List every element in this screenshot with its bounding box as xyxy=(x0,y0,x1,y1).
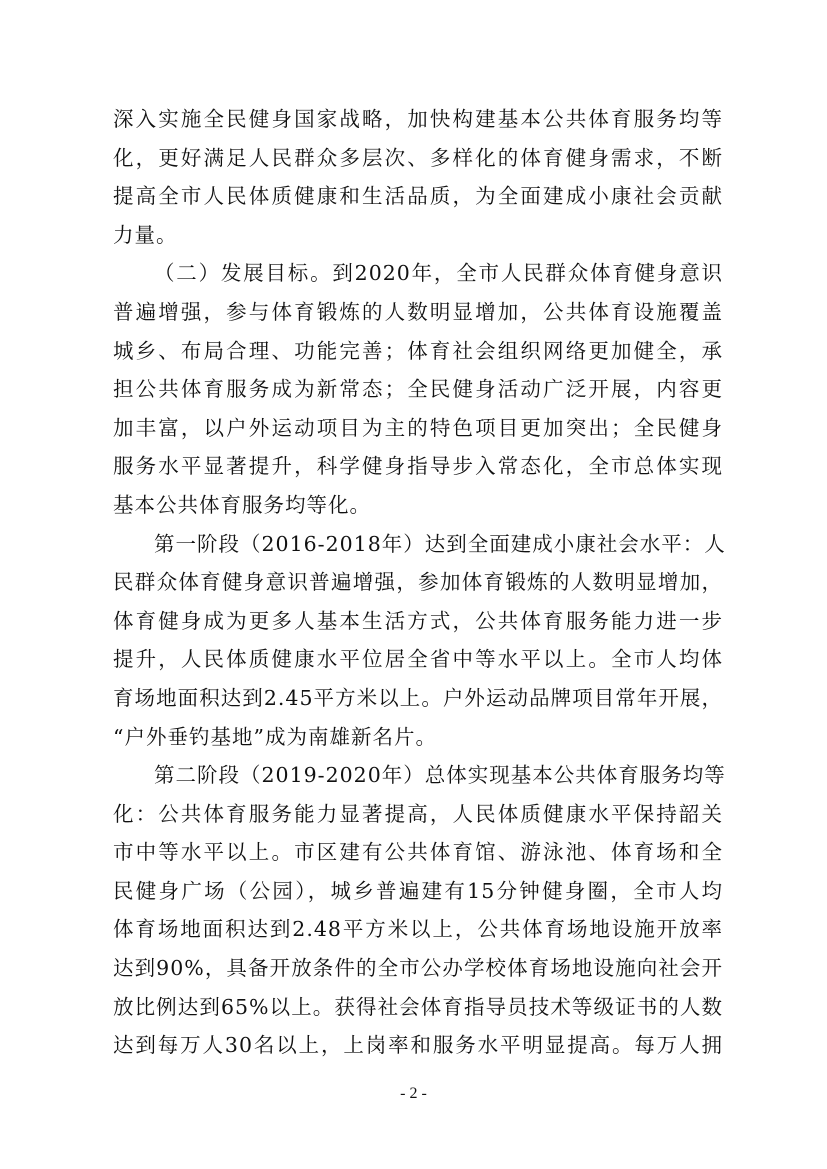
text-line: 深入实施全民健身国家战略，加快构建基本公共体育服务均等 xyxy=(113,107,723,131)
text-line: 提升，人民体质健康水平位居全省中等水平以上。全市人均体 xyxy=(113,647,723,672)
text-line: 提高全市人民体质健康和生活品质，为全面建成小康社会贡献 xyxy=(113,184,723,209)
text-line: 体育健身成为更多人基本生活方式，公共体育服务能力进一步 xyxy=(113,608,723,633)
text-line: 第二阶段（2019-2020年）总体实现基本公共体育服务均等 xyxy=(154,763,726,788)
text-line: 放比例达到65%以上。获得社会体育指导员技术等级证书的人数 xyxy=(113,994,723,1019)
text-line: 化：公共体育服务能力显著提高，人民体质健康水平保持韶关 xyxy=(113,801,723,826)
text-line: 市中等水平以上。市区建有公共体育馆、游泳池、体育场和全 xyxy=(113,840,723,865)
text-line: 城乡、布局合理、功能完善；体育社会组织网络更加健全，承 xyxy=(113,338,723,363)
body-text xyxy=(113,100,726,1065)
text-line: 基本公共体育服务均等化。 xyxy=(113,492,371,517)
text-line: 育场地面积达到2.45平方米以上。户外运动品牌项目常年开展， xyxy=(113,685,723,710)
page-number: - 2 - xyxy=(400,1085,427,1102)
text-line: 达到每万人30名以上，上岗率和服务水平明显提高。每万人拥 xyxy=(113,1033,723,1058)
text-line: 达到90%，具备开放条件的全市公办学校体育场地设施向社会开 xyxy=(113,956,723,981)
text-line: （二）发展目标。到2020年，全市人民群众体育健身意识 xyxy=(154,261,723,286)
text-line: 加丰富，以户外运动项目为主的特色项目更加突出；全民健身 xyxy=(113,415,723,440)
text-line: 民群众体育健身意识普遍增强，参加体育锻炼的人数明显增加， xyxy=(113,570,723,595)
text-line: 服务水平显著提升，科学健身指导步入常态化，全市总体实现 xyxy=(113,454,723,479)
text-line: 力量。 xyxy=(113,222,178,247)
text-line: 第一阶段（2016-2018年）达到全面建成小康社会水平：人 xyxy=(154,531,726,556)
text-line: 化，更好满足人民群众多层次、多样化的体育健身需求，不断 xyxy=(113,145,723,170)
text-line: 民健身广场（公园），城乡普遍建有15分钟健身圈，全市人均 xyxy=(113,878,723,903)
text-line: 担公共体育服务成为新常态；全民健身活动广泛开展，内容更 xyxy=(113,377,723,402)
text-line: 体育场地面积达到2.48平方米以上，公共体育场地设施开放率 xyxy=(113,917,723,942)
text-line: 普遍增强，参与体育锻炼的人数明显增加，公共体育设施覆盖 xyxy=(113,299,723,324)
text-line: “户外垂钓基地”成为南雄新名片。 xyxy=(113,724,437,749)
